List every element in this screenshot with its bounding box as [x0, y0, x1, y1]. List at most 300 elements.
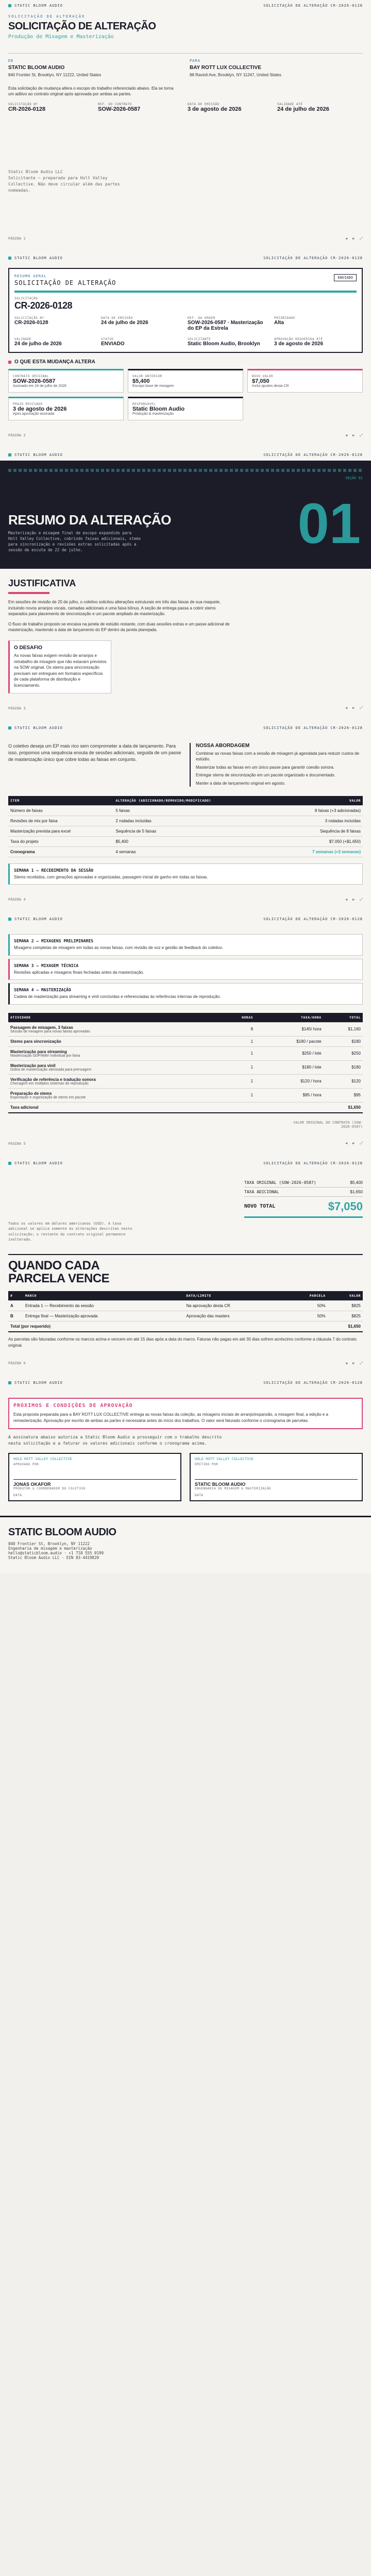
totals-box	[244, 1178, 363, 1218]
from-address: 840 Frontier St, Brooklyn, NY 11222, United States	[8, 73, 102, 77]
cell: 1	[218, 1036, 255, 1046]
signer-date-label: DATA	[13, 1493, 22, 1497]
phase-box	[8, 983, 363, 1005]
summary-cell	[101, 316, 183, 331]
cell: $120 / hora	[255, 1074, 324, 1088]
ref-value: SOW-2026-0587	[98, 106, 141, 112]
ref-value: 24 de julho de 2026	[277, 106, 329, 112]
signature-line[interactable]	[195, 1466, 358, 1480]
table-row	[8, 1046, 363, 1060]
footer-name: STATIC BLOOM AUDIO	[8, 1526, 116, 1538]
from-name: STATIC BLOOM AUDIO	[8, 65, 65, 71]
justification-p2: O fluxo de trabalho proposto se encaixa na janela de estúdio restante, com duas sessões extras e um passe adicional de masterização, mantendo a data de lançamento do EP dentro da janela planejada.	[8, 621, 230, 633]
prev-page-icon[interactable]: ◀	[345, 897, 348, 902]
item-desc: Checagem em múltiplos sistemas de reprodução	[10, 1081, 89, 1086]
cell: Taxa do projeto	[8, 836, 113, 846]
cell: 2 rodadas incluídas	[113, 816, 276, 826]
page-number: PÁGINA 1	[8, 236, 26, 241]
brand-mark-icon	[8, 257, 11, 260]
next-page-icon[interactable]: ▶	[352, 433, 355, 437]
signer-title: ENGENHARIA DE MIXAGEM & MASTERIZAÇÃO	[195, 1486, 272, 1490]
page-header	[0, 0, 371, 11]
brand-name: STATIC BLOOM AUDIO	[14, 256, 63, 260]
cell: Entrega final — Masterização aprovada	[23, 1311, 184, 1321]
base-value: $5,400	[350, 1180, 363, 1185]
signature-block-client	[8, 1453, 181, 1501]
cover-subtitle: Produção de Mixagem e Masterização	[8, 34, 114, 40]
approach-intro: O coletivo deseja um EP mais rico sem comprometer a data de lançamento. Para isso, propomos uma sequência enxuta de sessões adicionais, seguida de um passe de masterização único que cobre todas as faixas em conjunto.	[8, 743, 181, 762]
summary-id: CR-2026-0128	[14, 300, 73, 311]
intro-text: Esta solicitação de mudança altera o escopo do trabalho referenciado abaixo. Ela se torna um aditivo ao contrato original após aprovada por ambas as partes.	[8, 86, 174, 97]
col-header: VALOR	[277, 796, 363, 806]
hero-number: 01	[297, 492, 361, 555]
phase-box	[8, 863, 363, 885]
footer-line: 840 Frontier St, Brooklyn, NY 11222	[8, 1541, 90, 1546]
item-name: Preparação de stems	[10, 1091, 52, 1096]
to-address: 88 Ravioli Ave, Brooklyn, NY 11247, United States	[190, 73, 281, 77]
cell-label: SOLICITANTE	[188, 337, 211, 341]
item-desc: Sessão de mixagem para novas faixas aprovadas	[10, 1029, 90, 1033]
phase-text: Revisões aplicadas e mixagens finais fechadas antes da masterização.	[14, 970, 144, 975]
totals-note: Todos os valores em dólares americanos (USD). A taxa adicional se aplica somente às alterações descritas nesta solicitação; o restante do contrato original permanece inalterado.	[8, 1221, 132, 1242]
expand-icon[interactable]: ⤢	[360, 433, 363, 437]
change-table	[8, 796, 363, 857]
card-sub: Após aprovação assinada	[13, 412, 55, 416]
pager	[0, 1138, 371, 1149]
pager	[0, 430, 371, 441]
signer-org: HOLD ROTT VALLEY COLLECTIVE	[13, 1456, 72, 1461]
cover-section	[0, 11, 371, 233]
cell-value: Static Bloom Audio, Brooklyn	[188, 341, 260, 347]
brand-name: STATIC BLOOM AUDIO	[14, 1381, 63, 1385]
phase-box	[8, 959, 363, 980]
doc-ref: SOLICITAÇÃO DE ALTERAÇÃO CR-2026-0128	[263, 1381, 363, 1385]
signature-blocks	[8, 1453, 363, 1501]
ref-label: REF. DO CONTRATO	[98, 102, 132, 106]
hero-title: RESUMO DA ALTERAÇÃO	[8, 512, 171, 528]
cell-label: VALIDADE	[14, 337, 31, 341]
card-sub: Assinado em 24 de julho de 2026	[13, 384, 66, 388]
summary-cell	[274, 316, 357, 331]
cell: $180 / lote	[255, 1060, 324, 1074]
approach-list	[190, 743, 363, 787]
doc-ref: SOLICITAÇÃO DE ALTERAÇÃO CR-2026-0128	[263, 917, 363, 922]
section-marker-icon	[8, 361, 11, 364]
summary-cell	[14, 337, 97, 347]
cell: $250 / lote	[255, 1046, 324, 1060]
card-label: VALOR ANTERIOR	[132, 375, 162, 378]
footer-line: hello@staticbloom.audio · +1 718 555 0199	[8, 1550, 104, 1555]
signature-block-issuer	[190, 1453, 363, 1501]
cell: 8	[218, 1022, 255, 1036]
approach-item: Entregar stems de sincronização em um pacote organizado e documentado.	[196, 773, 335, 778]
card-sub: Escopo base de mixagem	[132, 384, 174, 388]
card-label: NOVO VALOR	[252, 375, 274, 378]
col-header: TAXA/HORA	[255, 1013, 324, 1023]
cell-value: CR-2026-0128	[14, 320, 48, 326]
prev-page-icon[interactable]: ◀	[345, 1141, 348, 1146]
col-header: HORAS	[218, 1013, 255, 1023]
summary-cell	[188, 316, 270, 331]
item-name: Stems para sincronização	[10, 1039, 61, 1044]
brand-name: STATIC BLOOM AUDIO	[14, 1161, 63, 1165]
table-row	[8, 1088, 363, 1102]
delta-value: $1,650	[350, 1189, 363, 1194]
brand-mark-icon	[8, 918, 11, 921]
phase-label: SEMANA 4 — MASTERIZAÇÃO	[14, 988, 71, 993]
next-page-icon[interactable]: ▶	[352, 1141, 355, 1146]
col-header: ATIVIDADE	[8, 1013, 218, 1023]
col-header: MARCO	[23, 1291, 184, 1301]
prev-page-icon[interactable]: ◀	[345, 1361, 348, 1365]
delta-label: TAXA ADICIONAL	[244, 1189, 279, 1194]
page-header	[0, 449, 371, 461]
prev-page-icon[interactable]: ◀	[345, 236, 348, 241]
subtotal-row	[8, 1102, 363, 1113]
to-name: BAY ROTT LUX COLLECTIVE	[190, 65, 261, 71]
justification-p1: Em sessões de revisão de 20 de julho, o coletivo solicitou alterações estruturais em três das faixas de sua maquete, incluindo novos arranjos vocais, camadas adicionais e uma faixa bônus. A seção de entrega passa a cobrir stems separados para placements de sincronização e um pacote ampliado de masterização.	[8, 600, 221, 617]
hero-body: Masterização e mixagem final de escopo expandido para Holt Valley Collective, cobrindo faixas adicionais, stems para sincronização e revisões extras solicitadas após a sessão de escuta de 22 de julho.	[8, 531, 141, 552]
phase-label: SEMANA 1 — RECEBIMENTO DA SESSÃO	[14, 868, 94, 873]
table-row	[8, 1036, 363, 1046]
ref-field	[188, 103, 273, 112]
cell-label: APROVAÇÃO REQUERIDA ATÉ	[274, 337, 323, 341]
challenge-box	[8, 640, 111, 693]
cell: B	[8, 1311, 23, 1321]
doc-ref: SOLICITAÇÃO DE ALTERAÇÃO CR-2026-0128	[263, 4, 363, 8]
status-badge: ENVIADO	[334, 274, 357, 281]
card-label: CONTRATO ORIGINAL	[13, 375, 49, 378]
page-header	[0, 252, 371, 264]
summary-cell	[274, 337, 357, 347]
change-card	[8, 397, 124, 420]
cell: A	[8, 1301, 23, 1311]
line-items-footnote: VALOR ORIGINAL DO CONTRATO (SOW-2026-0587)	[293, 1120, 363, 1129]
ref-field	[8, 103, 94, 112]
page-number: PÁGINA 4	[8, 897, 26, 902]
phase-text: Stems recebidos, com gerações aprovadas e organizadas, passagem inicial de ganho em todas as faixas.	[14, 874, 208, 879]
cell-value: SOW-2026-0587 · Masterização do EP da Estrela	[188, 320, 263, 331]
footer-line: Static Bloom Audio LLC · EIN 83-4419820	[8, 1555, 99, 1560]
brand-name: STATIC BLOOM AUDIO	[14, 725, 63, 730]
expand-icon[interactable]: ⤢	[360, 706, 363, 710]
total-row	[8, 1321, 363, 1332]
cell: Número de faixas	[8, 805, 113, 816]
pager	[0, 894, 371, 905]
cell: $145/ hora	[255, 1022, 324, 1036]
table-row	[8, 846, 363, 857]
cell-label: STATUS	[101, 337, 114, 341]
cell: Sequência de 5 faixas	[113, 826, 276, 836]
cell-value: Alta	[274, 320, 284, 326]
cell: Entrada 1 — Recebimento da sessão	[23, 1301, 184, 1311]
changes-cards	[8, 369, 363, 420]
card-value: SOW-2026-0587	[13, 378, 56, 384]
prepared-note: Static Bloom Audio LLC Solicitante — preparado para Holt Valley Collective. Não deve circular além das partes nomeadas.	[8, 169, 120, 193]
phase-box	[8, 934, 363, 956]
phase-text: Mixagens completas de mixagem em todas as novas faixas, com revisão de voz e gestão de feedback do coletivo.	[14, 945, 223, 951]
ref-label: SOLICITAÇÃO Nº	[8, 102, 38, 106]
page-number: PÁGINA 3	[8, 706, 26, 710]
table-row	[8, 805, 363, 816]
summary-id-label: SOLICITAÇÃO	[14, 297, 38, 300]
signer-role: EMITIDO POR	[195, 1462, 218, 1466]
footer-line: Engenharia de mixagem e masterização	[8, 1546, 92, 1551]
brand-name: STATIC BLOOM AUDIO	[14, 453, 63, 457]
card-sub: Produção & masterização	[132, 412, 174, 416]
expand-icon[interactable]: ⤢	[360, 897, 363, 902]
doc-ref: SOLICITAÇÃO DE ALTERAÇÃO CR-2026-0128	[263, 256, 363, 260]
payment-title: QUANDO CADA PARCELA VENCE	[8, 1258, 110, 1286]
col-header: VALOR	[328, 1291, 363, 1301]
payment-note: As parcelas são faturadas conforme os marcos acima e vencem em até 15 dias após a data do marco. Faturas não pagas em até 30 dias sofrem acréscimo conforme a cláusula 7 do contrato original.	[8, 1337, 357, 1348]
cell-value: ENVIADO	[101, 341, 125, 347]
brand-mark-icon	[8, 726, 11, 730]
summary-section	[0, 264, 371, 430]
brand-mark-icon	[8, 453, 11, 456]
item-name: Verificação de referência e tradução sonora	[10, 1077, 96, 1082]
cell: 1	[218, 1088, 255, 1102]
new-total-label: NOVO TOTAL	[244, 1204, 276, 1210]
table-row	[8, 1301, 363, 1311]
card-value: 3 de agosto de 2026	[13, 406, 67, 412]
item-name: Masterização para streaming	[10, 1049, 67, 1054]
cover-title: SOLICITAÇÃO DE ALTERAÇÃO	[8, 21, 156, 32]
next-page-icon[interactable]: ▶	[352, 236, 355, 241]
to-party	[190, 59, 363, 78]
col-header: DATA/LIMITE	[184, 1291, 285, 1301]
cell-label: PRIORIDADE	[274, 316, 296, 320]
prev-page-icon[interactable]: ◀	[345, 706, 348, 710]
totals-section	[0, 1169, 371, 1358]
signer-title: PRODUTOR & COORDENADOR DO COLETIVO	[13, 1486, 86, 1490]
phases-section	[0, 925, 371, 1138]
cell: $5,400	[113, 836, 276, 846]
section-hero	[0, 461, 371, 569]
cell: $180	[324, 1060, 363, 1074]
summary-cell	[101, 337, 183, 347]
cell: $250	[324, 1046, 363, 1060]
page-header	[0, 913, 371, 925]
col-header: PARCELA	[285, 1291, 328, 1301]
table-row	[8, 1022, 363, 1036]
ref-label: DATA DE EMISSÃO	[188, 102, 220, 106]
page-header	[0, 722, 371, 734]
summary-kicker: RESUMO GERAL	[14, 274, 47, 278]
change-card	[8, 369, 124, 393]
summary-cell	[14, 316, 97, 331]
card-value: $5,400	[132, 378, 150, 384]
card-label: PRAZO REVISADO	[13, 402, 43, 406]
col-header: ITEM	[8, 796, 113, 806]
change-card	[128, 369, 243, 393]
total-label: Total (por requerido)	[8, 1321, 328, 1332]
approval-text: Esta proposta preparada para a BAY ROTT LUX COLLECTIVE entrega as novas faixas da coleção, as mixagens iniciais de arranjo/expansão, a mixagem final, a edição e a remasterização. Aprovação por escrito de ambas as partes é necessária antes do início dos trabalhos. O valor será faturado conforme o cronograma de parcelas.	[13, 1412, 328, 1423]
table-row	[8, 1074, 363, 1088]
phase-label: SEMANA 2 — MIXAGENS PRELIMINARES	[14, 939, 94, 944]
payment-table	[8, 1291, 363, 1332]
cell: Na aprovação desta CR	[184, 1301, 285, 1311]
doc-ref: SOLICITAÇÃO DE ALTERAÇÃO CR-2026-0128	[263, 453, 363, 457]
card-value: Static Bloom Audio	[132, 406, 185, 412]
cell: 5 faixas	[113, 805, 276, 816]
cell: 1	[218, 1060, 255, 1074]
from-party	[8, 59, 181, 78]
cell: 50%	[285, 1301, 328, 1311]
cell-label: REF. DA ORDEM	[188, 316, 215, 320]
challenge-body: As novas faixas exigem revisão de arranjos e retrabalho de mixagem que não estavam previstos na SOW original. Os stems para sincronização precisam ser entregues em formatos específicos de cada plataforma de distribuição e licenciamento.	[14, 653, 107, 688]
signer-date-label: DATA	[195, 1493, 204, 1497]
approach-item: Combinar as novas faixas com a sessão de mixagem já agendada para reduzir custos de estúdio.	[196, 751, 360, 762]
from-label: DE	[8, 59, 14, 63]
brand-mark-icon	[8, 4, 11, 7]
cell: $825	[328, 1311, 363, 1321]
brand-mark-icon	[8, 1162, 11, 1165]
page-number: PÁGINA 6	[8, 1361, 26, 1366]
footer	[0, 1516, 371, 1573]
summary-title: SOLICITAÇÃO DE ALTERAÇÃO	[14, 279, 116, 286]
parties	[8, 59, 363, 78]
approval-section	[0, 1388, 371, 1510]
col-header: TOTAL	[324, 1013, 363, 1023]
cell: $95	[324, 1088, 363, 1102]
approach-item: Masterizar todas as faixas em um único passe para garantir coesão sonora.	[196, 765, 335, 770]
new-total-value: $7,050	[328, 1199, 363, 1213]
cell-value: 24 de julho de 2026	[14, 341, 62, 347]
cover-kicker: SOLICITAÇÃO DE ALTERAÇÃO	[8, 14, 86, 19]
signer-name: JONAS OKAFOR	[13, 1481, 51, 1487]
cell: 1	[218, 1046, 255, 1060]
item-name: Masterização para vinil	[10, 1063, 56, 1068]
next-page-icon[interactable]: ▶	[352, 1361, 355, 1365]
change-card	[247, 369, 363, 393]
summary-cell	[188, 337, 270, 347]
justification-section	[0, 569, 371, 703]
signer-name: STATIC BLOOM AUDIO	[195, 1481, 246, 1487]
changes-heading	[8, 359, 363, 365]
to-label: PARA	[190, 59, 200, 63]
ref-value: 3 de agosto de 2026	[188, 106, 242, 112]
ref-field	[277, 103, 363, 112]
phase-text: Cadeia de masterização para streaming e vinil concluídas e referenciadas às referências internas de reprodução.	[14, 994, 221, 999]
summary-card	[8, 268, 363, 353]
expand-icon[interactable]: ⤢	[360, 1141, 363, 1146]
ref-label: VALIDADE ATÉ	[277, 102, 303, 106]
phase-label: SEMANA 3 — MIXAGEM TÉCNICA	[14, 963, 79, 968]
cell: Aprovação das masters	[184, 1311, 285, 1321]
base-label: TAXA ORIGINAL (SOW-2026-0587)	[244, 1180, 316, 1185]
expand-icon[interactable]: ⤢	[360, 1361, 363, 1365]
cell: $95 / hora	[255, 1088, 324, 1102]
cell-label: SOLICITAÇÃO Nº	[14, 316, 44, 320]
table-row	[8, 836, 363, 846]
hero-kicker: SEÇÃO 01	[345, 476, 363, 480]
brand-mark-icon	[8, 1381, 11, 1384]
cell: $180 / pacote	[255, 1036, 324, 1046]
signer-role: APROVADO POR	[13, 1462, 39, 1466]
table-row	[8, 816, 363, 826]
cell: 7 semanas (+3 semanas)	[277, 846, 363, 857]
cell: 50%	[285, 1311, 328, 1321]
approach-item: Manter a data de lançamento original em agosto.	[196, 781, 285, 786]
changes-title: O QUE ESTA MUDANÇA ALTERA	[14, 359, 95, 365]
brand-name: STATIC BLOOM AUDIO	[14, 4, 63, 8]
item-desc: Masterização DDP/WAV individual por faixa	[10, 1054, 80, 1058]
cell: 3 rodadas incluídas	[277, 816, 363, 826]
table-row	[8, 1311, 363, 1321]
signer-org: HOLD ROTT VALLEY COLLECTIVE	[195, 1456, 254, 1461]
cell: $120	[324, 1074, 363, 1088]
table-row	[8, 1060, 363, 1074]
page-header	[0, 1158, 371, 1169]
approval-title: PRÓXIMOS E CONDIÇÕES DE APROVAÇÃO	[13, 1403, 133, 1409]
cell: 4 semanas	[113, 846, 276, 857]
ref-value: CR-2026-0128	[8, 106, 46, 112]
cell: $7,050 (+$1,650)	[277, 836, 363, 846]
signature-line[interactable]	[13, 1466, 176, 1480]
item-desc: Dobra de masterização otimizada para prensagem	[10, 1067, 92, 1072]
item-name: Passagem de mixagem, 3 faixas	[10, 1025, 73, 1030]
page-header	[0, 1377, 371, 1388]
table-row	[8, 826, 363, 836]
cell: $1,160	[324, 1022, 363, 1036]
cell: Revisões de mix por faixa	[8, 816, 113, 826]
ref-field	[98, 103, 183, 112]
cell: Masterização prevista para excel	[8, 826, 113, 836]
cell-label: DATA DE EMISSÃO	[101, 316, 133, 320]
pager	[0, 1358, 371, 1369]
subtotal-label: Taxa adicional	[8, 1102, 218, 1113]
total-value: $1,650	[328, 1321, 363, 1332]
cell: $180	[324, 1036, 363, 1046]
item-desc: Exportação e organização de stems em pacote	[10, 1095, 86, 1099]
line-items-table	[8, 1013, 363, 1113]
cell: $825	[328, 1301, 363, 1311]
cell-value: 24 de julho de 2026	[101, 320, 148, 326]
card-sub: Inclui ajustes desta CR	[252, 384, 289, 388]
approach-title: NOSSA ABORDAGEM	[196, 742, 250, 749]
summary-grid	[14, 316, 357, 347]
change-card	[128, 397, 243, 420]
doc-ref: SOLICITAÇÃO DE ALTERAÇÃO CR-2026-0128	[263, 1161, 363, 1165]
subtotal-value: $1,650	[324, 1102, 363, 1113]
cell-value: 3 de agosto de 2026	[274, 341, 324, 347]
page-number: PÁGINA 2	[8, 433, 26, 437]
challenge-title: O DESAFIO	[14, 645, 43, 651]
justification-title: JUSTIFICATIVA	[8, 578, 76, 588]
cell: 8 faixas (+3 adicionadas)	[277, 805, 363, 816]
expand-icon[interactable]: ⤢	[360, 236, 363, 241]
col-header: ALTERAÇÃO (ADICIONADO/REMOVIDO/MODIFICADO)	[113, 796, 276, 806]
card-value: $7,050	[252, 378, 269, 384]
pager	[0, 703, 371, 714]
reference-fields	[8, 103, 363, 112]
doc-ref: SOLICITAÇÃO DE ALTERAÇÃO CR-2026-0128	[263, 725, 363, 730]
pager	[0, 233, 371, 244]
approach-section	[0, 734, 371, 894]
prev-page-icon[interactable]: ◀	[345, 433, 348, 437]
approval-box	[8, 1398, 363, 1429]
cell: 1	[218, 1074, 255, 1088]
page-number: PÁGINA 5	[8, 1141, 26, 1146]
card-label: RESPONSÁVEL	[132, 402, 156, 406]
next-page-icon[interactable]: ▶	[352, 897, 355, 902]
col-header: #	[8, 1291, 23, 1301]
cell: Cronograma	[8, 846, 113, 857]
next-page-icon[interactable]: ▶	[352, 706, 355, 710]
approval-note: A assinatura abaixo autoriza a Static Bloom Audio a prosseguir com o trabalho descrito nesta solicitação e a faturar os valores adicionais conforme o cronograma acima.	[8, 1434, 222, 1446]
brand-name: STATIC BLOOM AUDIO	[14, 917, 63, 922]
